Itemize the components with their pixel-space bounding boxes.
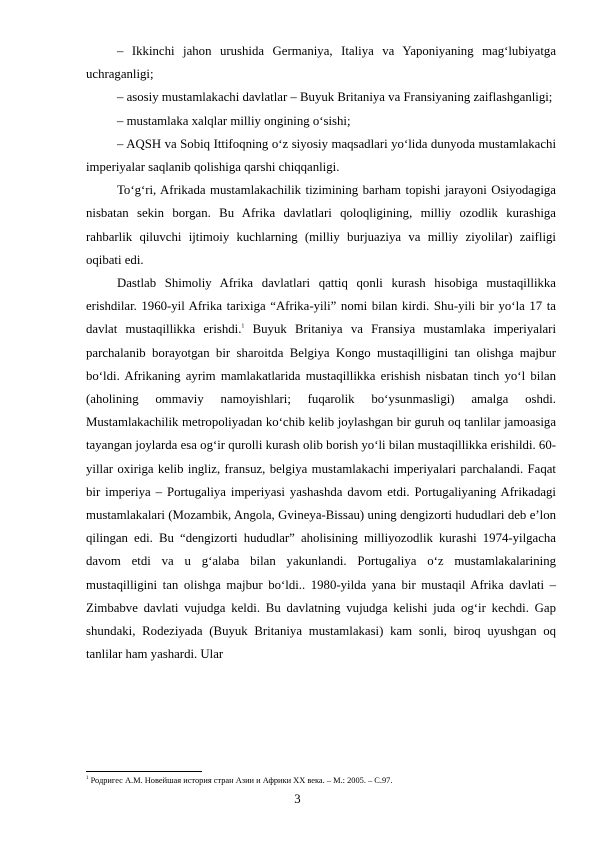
document-body xyxy=(86,40,556,666)
paragraph-4: – AQSH va Sobiq Ittifoqning o‘z siyosiy maqsadlari yo‘lida dunyoda mustamlakachi imperiyalar saqlanib qolishiga qarshi chiqqanligi. xyxy=(86,136,556,175)
footnote-marker: 1 xyxy=(86,776,89,781)
footnote xyxy=(86,774,556,786)
page-number: 3 xyxy=(294,792,301,806)
paragraph-2: – asosiy mustamlakachi davlatlar – Buyuk Britaniya va Fransiyaning zaiflashganligi; xyxy=(117,90,553,105)
paragraph-1: – Ikkinchi jahon urushida Germaniya, Italiya va Yaponiyaning mag‘lubiyatga uchraganligi; xyxy=(86,44,556,82)
footnote-text: Родригес А.М. Новейшая история стран Азии и Африки XX века. – М.: 2005. – С.97. xyxy=(88,775,393,785)
footnote-separator xyxy=(86,771,202,772)
paragraph-main-part-2: Buyuk Britaniya va Fransiya mustamlaka imperiyalari parchalanib borayotgan bir sharoitda Belgiya Kongo mustaqilligini tan olishga majbur bo‘ldi. Afrikaning ayrim mamlakatlarida mustaqillikka erishish nisbatan tinch yo‘l bilan (aholining ommaviy namoyishlari; fuqarolik bo‘ysunmasligi) amalga oshdi. Mustamlakachilik metropoliyadan ko‘chib kelib joylashgan bir guruh oq tanlilar jamoasiga tayangan joylarda esa og‘ir qurolli kurash olib borish yo‘li bilan mustaqillikka erishildi. 60-yillar oxiriga kelib ingliz, fransuz, belgiya mustamlakachi imperiyalari parchalandi. Faqat bir imperiya – Portugaliya imperiyasi yashashda davom etdi. Portugaliyaning Afrikadagi mustamlakalari (Mozambik, Angola, Gvineya-Bissau) uning dengizorti hududlari deb e’lon qilingan edi. Bu “dengizorti hududlar” aholisining milliyozodlik kurashi 1974-yilgacha davom etdi va u g‘alaba bilan yakunlandi. Portugaliya o‘z mustamlakalarining mustaqilligini tan olishga majbur bo‘ldi.. 1980-yilda yana bir mustaqil Afrika davlati – Zimbabve davlati vujudga keldi. Bu davlatning vujudga kelishi juda og‘ir kechdi. Gap shundaki, Rodeziyada (Buyuk Britaniya mustamlakasi) kam sonli, biroq uyushgan oq tanlilar ham yashardi. Ular xyxy=(86,322,556,662)
paragraph-main-part-1: Dastlab Shimoliy Afrika davlatlari qattiq qonli kurash hisobiga mustaqillikka erishdilar. 1960-yil Afrika tarixiga “Afrika-yili” nomi bilan kirdi. Shu-yili bir yo‘la 17 ta davlat mustaqillikka erishdi. xyxy=(86,276,556,337)
paragraph-5: To‘g‘ri, Afrikada mustamlakachilik tizimining barham topishi jarayoni Osiyodagiga nisbatan sekin borgan. Bu Afrika davlatlari qoloqligining, milliy ozodlik kurashiga rahbarlik qiluvchi ijtimoiy kuchlarning (milliy burjuaziya va milliy ziyolilar) zaifligi oqibati edi. xyxy=(86,183,556,267)
footnote-reference[interactable]: 1 xyxy=(241,324,245,331)
paragraph-main xyxy=(86,272,556,666)
paragraph-3: – mustamlaka xalqlar milliy ongining o‘sishi; xyxy=(117,113,351,128)
